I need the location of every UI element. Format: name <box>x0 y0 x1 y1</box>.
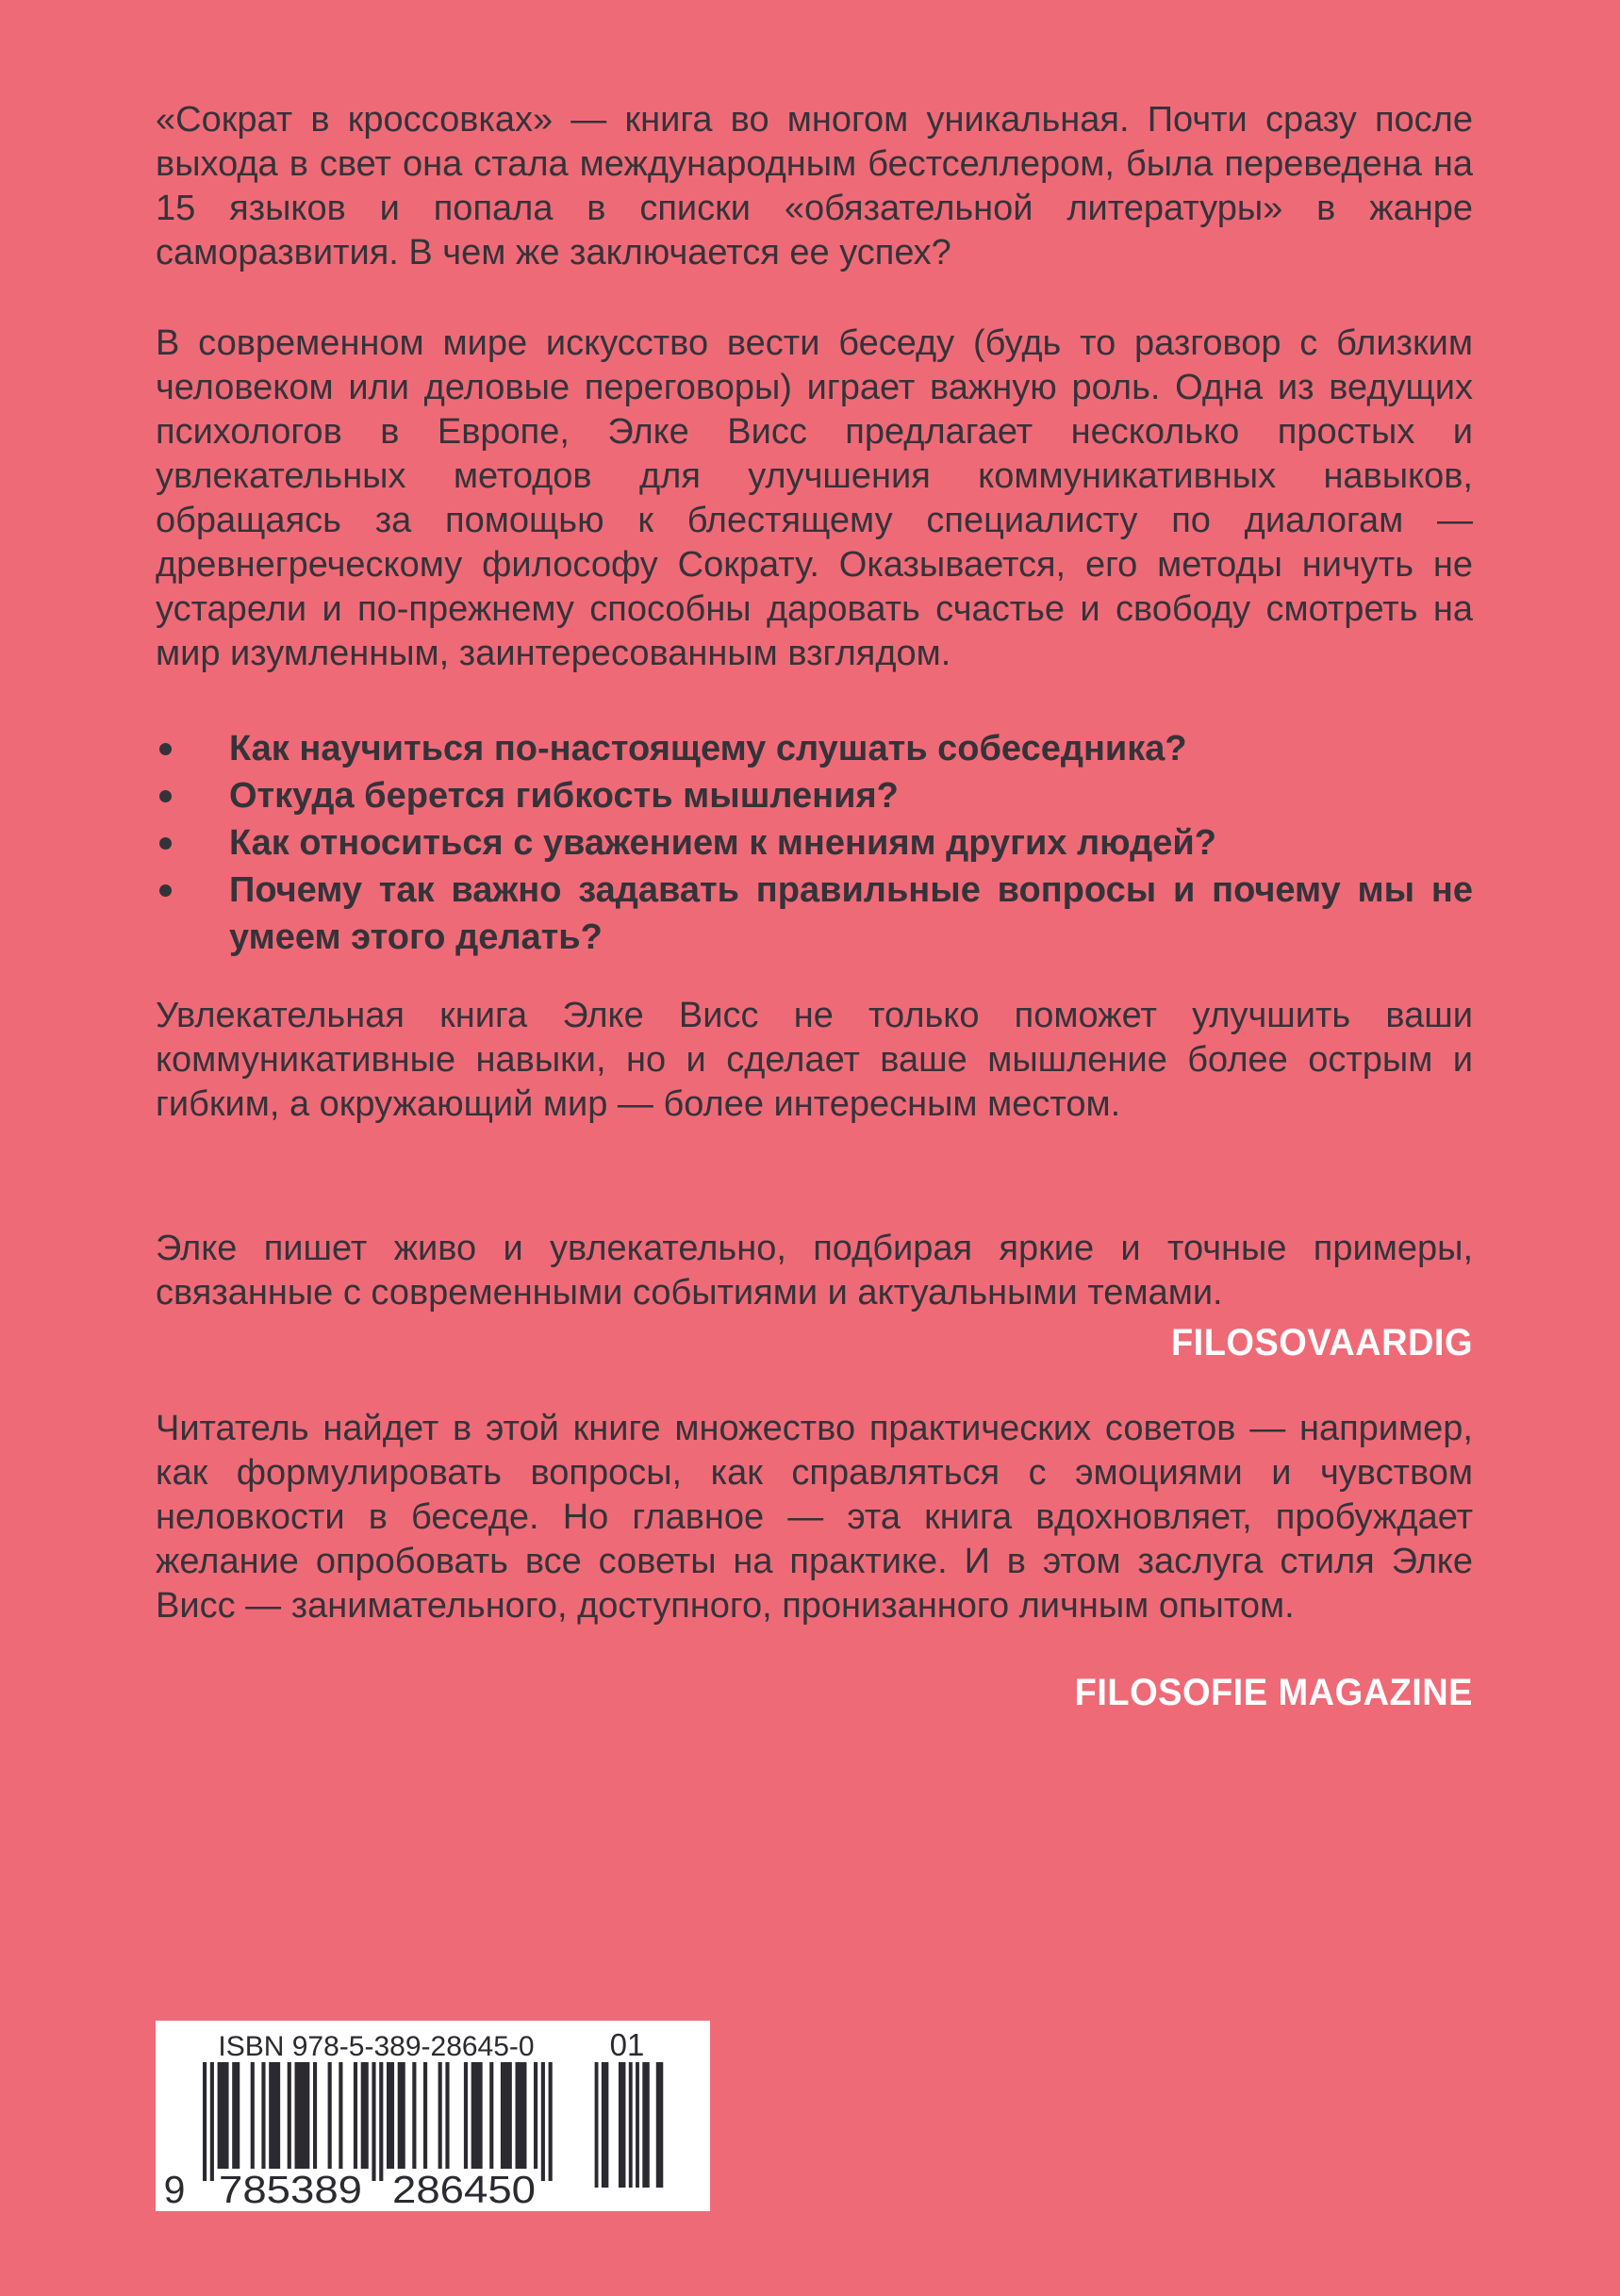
annotation-closing-paragraph: Увлекательная книга Элке Висс не только поможет улучшить ваши коммуникативные навыки, но и сделает ваше мышление более острым и гибким, а окружающий мир — более интересным местом. <box>156 996 1473 1124</box>
review-quote: Читатель найдет в этой книге множество практических советов — например, как формулировать вопросы, как справляться с эмоциями и чувством неловкости в беседе. Но главное — эта книга вдохновляет, пробуждает желание опробовать все советы на практике. И в этом заслуга стиля Элке Висс — занимательного, доступного, пронизанного личным опытом. <box>156 1409 1473 1626</box>
isbn-number-label: ISBN 978-5-389-28645-0 <box>218 2031 535 2062</box>
ean13-right-digit-group: 286450 <box>392 2168 536 2211</box>
barcode-svg <box>156 2021 710 2211</box>
list-item <box>156 772 1473 819</box>
annotation-paragraph: В современном мире искусство вести беседу (будь то разговор с близким человеком или деловые переговоры) играет важную роль. Одна из ведущих психологов в Европе, Элке Висс предлагает несколько простых и увлекательных методов для улучшения коммуникативных навыков, обращаясь за помощью к блестящему специалисту по диалогам — древнегреческому философу Сократу. Оказывается, его методы ничуть не устарели и по-прежнему способны даровать счастье и свободу смотреть на мир изумленным, заинтересованным взглядом. <box>156 323 1473 673</box>
ean2-addon-bars <box>595 2062 664 2188</box>
key-questions-list <box>156 725 1473 961</box>
isbn-barcode-block <box>156 2021 710 2211</box>
list-item <box>156 725 1473 772</box>
review-quote-block <box>156 1407 1473 1715</box>
list-item-text: Как научиться по-настоящему слушать собеседника? <box>229 729 1187 768</box>
bullet-icon <box>159 743 172 755</box>
ean13-left-digit-group: 785389 <box>219 2168 362 2211</box>
list-item-text: Откуда берется гибкость мышления? <box>229 776 899 816</box>
list-item <box>156 867 1473 961</box>
ean13-bars <box>203 2062 553 2181</box>
barcode-addon-label: 01 <box>609 2027 645 2062</box>
review-quote-block <box>156 1227 1473 1365</box>
list-item <box>156 819 1473 867</box>
ean13-first-digit: 9 <box>163 2168 186 2211</box>
bullet-icon <box>159 790 172 802</box>
bullet-icon <box>159 837 172 850</box>
list-item-text: Почему так важно задавать правильные вопросы и почему мы не умеем этого делать? <box>229 870 1473 957</box>
review-source: FILOSOVAARDIG <box>1170 1322 1473 1363</box>
list-item-text: Как относиться с уважением к мнениям других людей? <box>229 823 1216 863</box>
bullet-icon <box>159 884 172 897</box>
review-quote: Элке пишет живо и увлекательно, подбирая яркие и точные примеры, связанные с современными событиями и актуальными темами. <box>156 1229 1473 1313</box>
annotation-paragraph: «Сократ в кроссовках» — книга во многом уникальная. Почти сразу после выхода в свет она стала международным бестселлером, была переведена на 15 языков и попала в списки «обязательной литературы» в жанре саморазвития. В чем же заключается ее успех? <box>156 100 1473 273</box>
review-source: FILOSOFIE MAGAZINE <box>1074 1672 1473 1713</box>
